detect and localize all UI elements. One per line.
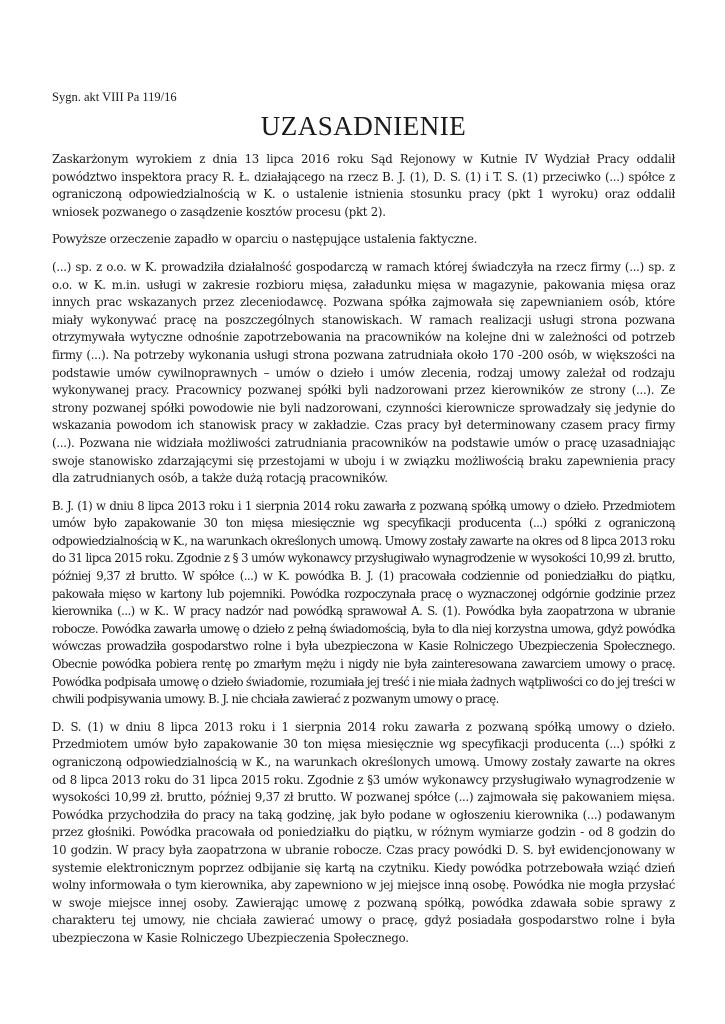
paragraph-company-activity: (...) sp. z o.o. w K. prowadziła działalność gospodarczą w ramach której świadczyła na rzecz firmy (...) sp. z o.o. w K. m.in. usługi w zakresie rozbioru mięsa, załadunku mięsa w magazynie, pakowania mięsa oraz innych prac wskazanych przez zleceniodawcę. Pozwana spółka zajmowała się zapewnianiem osób, które miały wykonywać pracę na poszczególnych stanowiskach. W ramach realizacji usługi strona pozwana otrzymywała wytyczne odnośnie zapotrzebowania na pracowników na kolejne dni w zależności od potrzeb firmy (...). Na potrzeby wykonania usługi strona pozwana zatrudniała około 170 -200 osób, w większości na podstawie umów cywilnoprawnych – umów o dzieło i umów zlecenia, rodzaj umowy zależał od rodzaju wykonywanej pracy. Pracownicy pozwanej spółki byli nadzorowani przez kierowników ze strony (...). Ze strony pozwanej spółki powodowie nie byli nadzorowani, czynności kierownicze sprowadzały się jedynie do wskazania powodom ich stanowisk pracy w zakładzie. Czas pracy był determinowany czasem pracy firmy (...). Pozwana nie widziała możliwości zatrudniania pracowników na podstawie umów o pracę uzasadniając swoje stanowisko zdarzającymi się przestojami w uboju i w związku możliwością braku zapewnienia pracy dla zatrudnianych osób, a także dużą rotacją pracowników. bbox=[52, 259, 675, 486]
document-title: UZASADNIENIE bbox=[260, 111, 467, 141]
document-page bbox=[52, 90, 675, 958]
paragraph-plaintiff-bj: B. J. (1) w dniu 8 lipca 2013 roku i 1 sierpnia 2014 roku zawarła z pozwaną spółką umowy o dzieło. Przedmiotem umów było zapakowanie 30 ton mięsa miesięcznie wg specyfikacji producenta (...) spółki z ograniczoną odpowiedzialnością w K., na warunkach określonych umową. Umowy zostały zawarte na okres od 8 lipca 2013 roku do 31 lipca 2015 roku. Zgodnie z § 3 umów wykonawcy przysługiwało wynagrodzenie w wysokości 10,99 zł. brutto, później 9,37 zł brutto. W spółce (...) w K. powódka B. J. (1) pracowała codziennie od poniedziałku do piątku, pakowała mięso w kartony lub pojemniki. Powódka rozpoczynała pracę o wyznaczonej odgórnie godzinie przez kierownika (...) w K.. W pracy nadzór nad powódką sprawował A. S. (1). Powódka była zaopatrzona w ubranie robocze. Powódka zawarła umowę o dzieło z pełną świadomością, była to dla niej korzystna umowa, gdyż powódka wówczas prowadziła gospodarstwo rolne i była ubezpieczona w Kasie Rolniczego Ubezpieczenia Społecznego. Obecnie powódka pobiera rentę po zmarłym mężu i nigdy nie była zainteresowana zawarciem umowy o pracę. Powódka podpisała umowę o dzieło świadomie, rozumiała jej treść i nie miała żadnych wątpliwości co do jej treści w chwili podpisywania umowy. B. J. nie chciała zawierać z pozwanym umowy o pracę. bbox=[52, 498, 675, 707]
paragraph-judgment: Zaskarżonym wyrokiem z dnia 13 lipca 2016 roku Sąd Rejonowy w Kutnie IV Wydział Pracy oddalił powództwo inspektora pracy R. Ł. działającego na rzecz B. J. (1), D. S. (1) i T. S. (1) przeciwko (...) spółce z ograniczoną odpowiedzialnością w K. o ustalenie istnienia stosunku pracy (pkt 1 wyroku) oraz oddalił wniosek pozwanego o zasądzenie kosztów procesu (pkt 2). bbox=[52, 152, 675, 219]
paragraph-findings-intro: Powyższe orzeczenie zapadło w oparciu o następujące ustalenia faktyczne. bbox=[52, 232, 478, 247]
paragraph-plaintiff-ds: D. S. (1) w dniu 8 lipca 2013 roku i 1 sierpnia 2014 roku zawarła z pozwaną spółką umowy o dzieło. Przedmiotem umów było zapakowanie 30 ton mięsa miesięcznie wg specyfikacji producenta (...) spółki z ograniczoną odpowiedzialnością w K., na warunkach określonych umową. Umowy zostały zawarte na okres od 8 lipca 2013 roku do 31 lipca 2015 roku. Zgodnie z §3 umów wykonawcy przysługiwało wynagrodzenie w wysokości 10,99 zł. brutto, później 9,37 zł brutto. W pozwanej spółce (...) zajmowała się pakowaniem mięsa. Powódka przychodziła do pracy na taką godzinę, jak było podane w ogłoszeniu kierownika (...) podawanym przez głośniki. Powódka pracowała od poniedziałku do piątku, w różnym wymiarze godzin - od 8 godzin do 10 godzin. W pracy była zaopatrzona w ubranie robocze. Czas pracy powódki D. S. był ewidencjonowany w systemie elektronicznym poprzez odbijanie się kartą na czytniku. Kiedy powódka potrzebowała wziąć dzień wolny informowała o tym kierownika, aby zapewniono w jej miejsce inną osobę. Powódka nie mogła przysłać w swoje miejsce innej osoby. Zawierając umowę z pozwaną spółką, powódka zdawała sobie sprawy z charakteru tej umowy, nie chciała zawierać umowy o pracę, gdyż posiadała gospodarstwo rolne i była ubezpieczona w Kasie Rolniczego Ubezpieczenia Społecznego. bbox=[52, 719, 675, 945]
case-number: Sygn. akt VIII Pa 119/16 bbox=[52, 90, 177, 104]
